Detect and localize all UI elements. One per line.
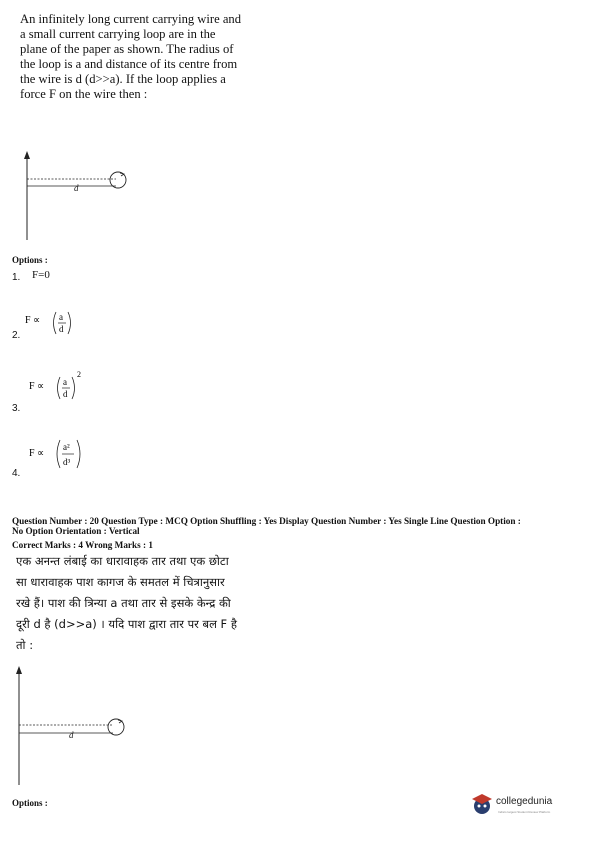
hindi-line: सा धारावाहक पाश कागज के समतल में चित्रानुसार (16, 575, 225, 589)
denominator: d (59, 324, 64, 334)
exponent: 2 (77, 370, 81, 379)
question-meta-line: No Option Orientation : Vertical (12, 526, 140, 536)
numerator: a (59, 312, 63, 322)
formula-prefix: F ∝ (29, 448, 45, 459)
wire-loop-figure (14, 145, 144, 245)
option-formula[interactable] (26, 430, 106, 475)
right-paren (68, 312, 71, 334)
current-arrow-icon (16, 666, 22, 674)
options-heading: Options : (12, 255, 48, 265)
question-line: An infinitely long current carrying wire and (20, 12, 242, 26)
left-paren (57, 440, 60, 468)
logo-name: collegedunia (496, 796, 553, 807)
logo-tagline: India's largest Student Review Platform (498, 810, 551, 814)
hindi-line: दूरी d है (d>>a) । यदि पाश द्वारा तार पर बल F है (16, 617, 237, 631)
option-text[interactable]: F=0 (32, 269, 50, 281)
loop-arrow-icon (120, 173, 124, 176)
option-formula[interactable] (20, 303, 90, 343)
distance-label: d (69, 730, 74, 740)
left-paren (58, 377, 61, 399)
question-text (20, 12, 265, 102)
question-line: the wire is d (d>>a). If the loop applies a (20, 72, 226, 86)
collegedunia-logo (470, 792, 590, 822)
graduation-cap-icon (470, 792, 494, 816)
option-formula[interactable] (26, 365, 106, 407)
hindi-line: रखे हैं। पाश की त्रिन्या a तथा तार से इसके केन्द्र की (16, 596, 231, 610)
option-number: 2. (12, 330, 21, 341)
right-paren (77, 440, 80, 468)
question-line: a small current carrying loop are in the (20, 27, 216, 41)
marks-line: Correct Marks : 4 Wrong Marks : 1 (12, 540, 153, 550)
loop-arrow-icon (118, 720, 122, 723)
distance-label: d (74, 183, 79, 193)
options-heading: Options : (12, 798, 48, 808)
denominator: d³ (63, 457, 71, 467)
right-paren (72, 377, 75, 399)
question-line: plane of the paper as shown. The radius of (20, 42, 234, 56)
hindi-line: एक अनन्त लंबाई का धारावाहक तार तथा एक छोटा (16, 554, 229, 568)
question-line: force F on the wire then : (20, 87, 148, 101)
numerator: a² (63, 442, 70, 452)
hindi-question-text (16, 551, 237, 656)
denominator: d (63, 389, 68, 399)
option-number: 1. (12, 272, 21, 283)
formula-prefix: F ∝ (25, 315, 41, 326)
formula-prefix: F ∝ (29, 381, 45, 392)
numerator: a (63, 377, 67, 387)
hindi-line: तो : (16, 638, 34, 652)
option-number: 3. (12, 403, 21, 414)
current-arrow-icon (24, 151, 30, 159)
wire-loop-figure-hindi (9, 660, 139, 790)
question-meta-line: Question Number : 20 Question Type : MCQ Option Shuffling : Yes Display Question Number : Yes Single Line Question Option : (12, 516, 521, 526)
option-number: 4. (12, 468, 21, 479)
question-line: the loop is a and distance of its centre from (20, 57, 238, 71)
left-paren (54, 312, 57, 334)
